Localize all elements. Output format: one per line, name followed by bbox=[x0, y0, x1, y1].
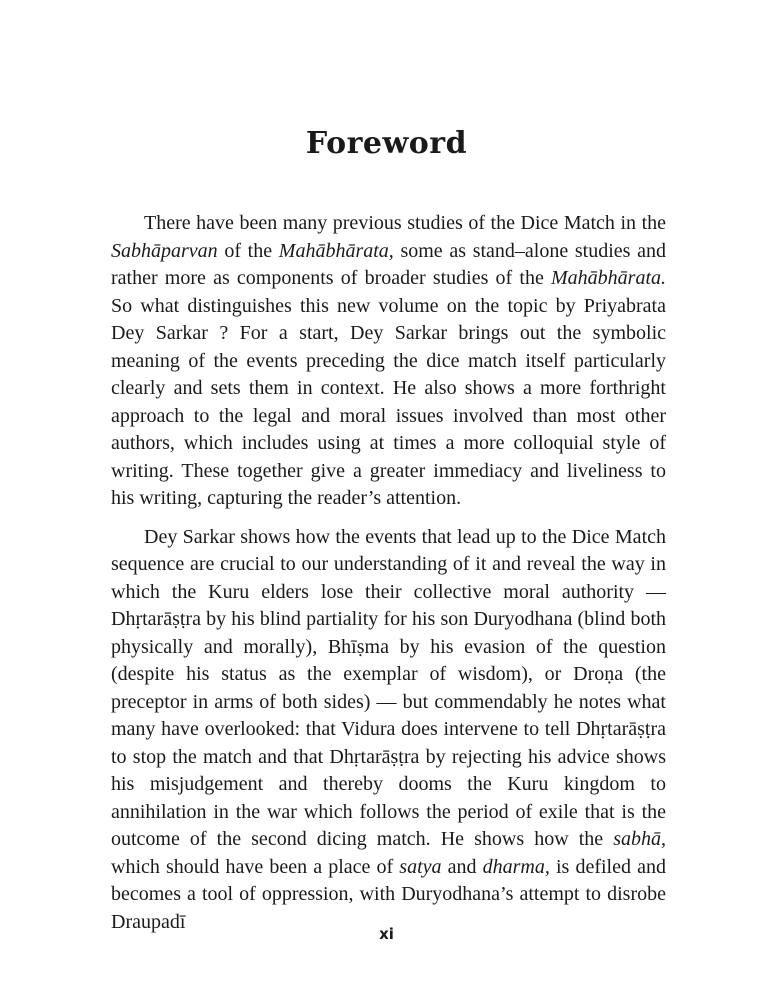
paragraph-2 bbox=[111, 524, 666, 937]
italic-term: sabhā, bbox=[613, 828, 666, 850]
text-span: some as stand–alone studies and rather more as components of broader studies of the bbox=[111, 239, 667, 289]
text-span: So what distinguishes this new volume on the topic by Priyabrata Dey Sarkar ? For a start, Dey Sarkar brings out the symbolic meaning of the events preceding the dice match itself particularly clearly and sets them in context. He also shows a more forthright approach to the legal and moral issues involved than most other authors, which includes using at times a more colloquial style of writing. These together give a greater immediacy and liveliness to his writing, capturing the reader’s attention. bbox=[111, 294, 666, 509]
text-span: There have been many previous studies of the Dice Match in the bbox=[144, 212, 666, 234]
italic-term: Sabhāparvan bbox=[111, 239, 218, 262]
paragraph-1 bbox=[111, 210, 666, 513]
text-span: and bbox=[441, 855, 483, 878]
page-title: Foreword bbox=[305, 126, 468, 161]
text-span: Dey Sarkar shows how the events that lead up to the Dice Match sequence are crucial to our understanding of it and reveal the way in which the Kuru elders lose their collective moral authority — Dhṛtarāṣṭra by his blind partiality for his son Duryodhana (blind both physically and morally), Bhīṣma by his evasion of the question (despite his status as the exemplar of wisdom), or Droṇa (the preceptor in arms of both sides) — but commendably he notes what many have overlooked: that Vidura does intervene to tell Dhṛtarāṣṭra to stop the match and that Dhṛtarāṣṭra by rejecting his advice shows his misjudgement and thereby dooms the Kuru kingdom to annihilation in the war which follows the period of exile that is the outcome of the second dicing match. He shows how the bbox=[111, 525, 666, 850]
text-span: is defiled and becomes a tool of oppression, with Duryodhana’s attempt to disrobe Draupadī bbox=[111, 855, 666, 933]
italic-term: dharma, bbox=[482, 855, 550, 878]
page-number: xi bbox=[379, 925, 394, 943]
text-span: of the bbox=[217, 239, 279, 262]
italic-term: Mahābhārata. bbox=[551, 267, 666, 289]
italic-term: satya bbox=[399, 855, 442, 878]
foreword-body bbox=[111, 210, 666, 936]
text-span: which should have been a place of bbox=[111, 855, 400, 878]
italic-term: Mahābhārata, bbox=[278, 239, 394, 262]
